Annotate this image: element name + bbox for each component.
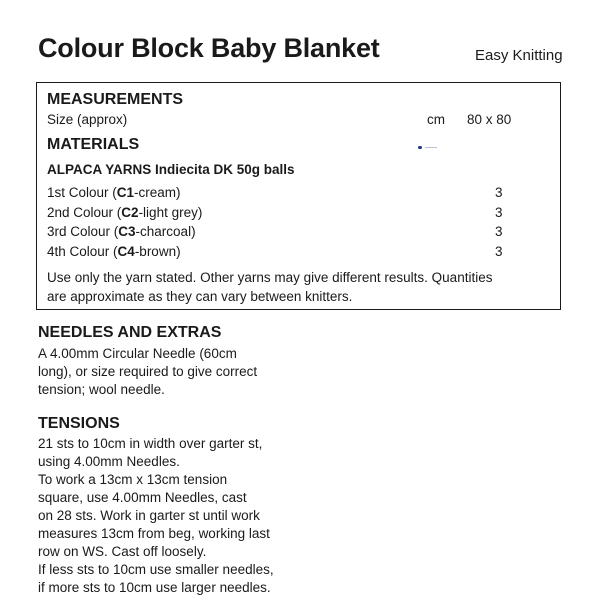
- needles-heading: NEEDLES AND EXTRAS: [38, 324, 222, 341]
- needles-line: tension; wool needle.: [38, 382, 165, 397]
- tensions-line: row on WS. Cast off loosely.: [38, 544, 207, 559]
- colour-code: C3: [118, 224, 136, 239]
- ink-mark-trail: [425, 147, 437, 148]
- colour-qty-3: 3: [495, 224, 503, 239]
- colour-row-4: 4th Colour (C4-brown): [47, 244, 181, 259]
- tensions-heading: TENSIONS: [38, 415, 120, 432]
- materials-note-line: Use only the yarn stated. Other yarns may give different results. Quantities: [47, 270, 493, 285]
- yarn-name: ALPACA YARNS Indiecita DK 50g balls: [47, 162, 295, 177]
- colour-row-2: 2nd Colour (C2-light grey): [47, 205, 203, 220]
- colour-row-3: 3rd Colour (C3-charcoal): [47, 224, 196, 239]
- page-subtitle: Easy Knitting: [475, 47, 563, 64]
- tensions-line: using 4.00mm Needles.: [38, 454, 180, 469]
- size-value: 80 x 80: [467, 112, 512, 127]
- tensions-line: on 28 sts. Work in garter st until work: [38, 508, 260, 523]
- ink-mark: [418, 146, 422, 149]
- tensions-line: if more sts to 10cm use larger needles.: [38, 580, 271, 595]
- tensions-line: measures 13cm from beg, working last: [38, 526, 270, 541]
- colour-code: C1: [116, 185, 135, 200]
- size-label: Size (approx): [47, 112, 128, 127]
- page-title: Colour Block Baby Blanket: [38, 33, 380, 63]
- tensions-line: If less sts to 10cm use smaller needles,: [38, 562, 274, 577]
- colour-qty-1: 3: [495, 185, 503, 200]
- needles-line: long), or size required to give correct: [38, 364, 258, 379]
- colour-qty-4: 3: [495, 244, 503, 259]
- colour-code: C2: [121, 205, 139, 220]
- materials-heading: MATERIALS: [47, 136, 140, 153]
- tensions-line: 21 sts to 10cm in width over garter st,: [38, 436, 263, 451]
- tensions-line: To work a 13cm x 13cm tension: [38, 472, 228, 487]
- colour-qty-2: 3: [495, 205, 503, 220]
- needles-line: A 4.00mm Circular Needle (60cm: [38, 346, 237, 361]
- colour-code: C4: [117, 244, 135, 259]
- measurements-heading: MEASUREMENTS: [47, 91, 184, 108]
- tensions-line: square, use 4.00mm Needles, cast: [38, 490, 247, 505]
- colour-row-1: 1st Colour (C1-cream): [47, 185, 181, 200]
- materials-note-line: are approximate as they can vary between knitters.: [47, 289, 353, 304]
- size-unit: cm: [427, 112, 445, 127]
